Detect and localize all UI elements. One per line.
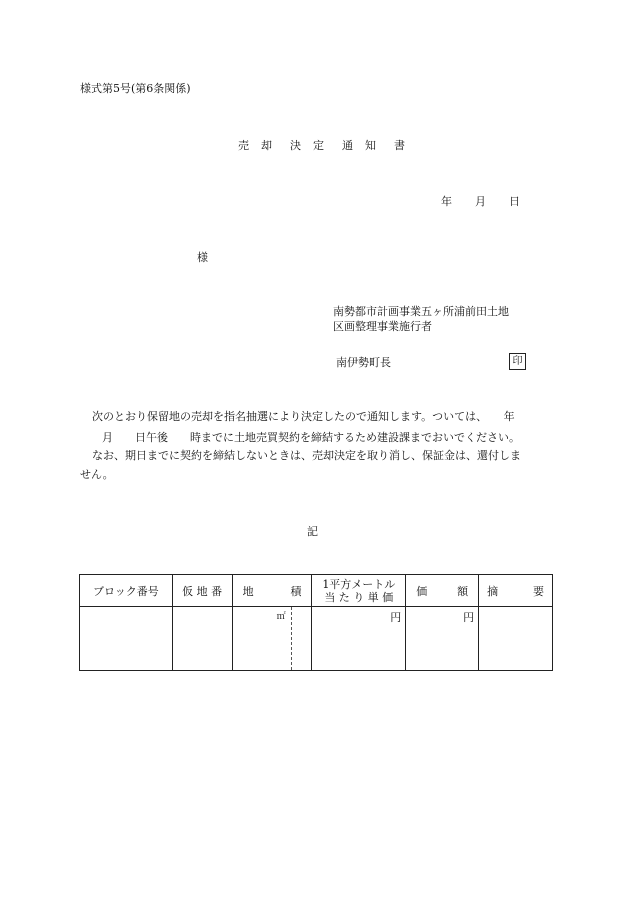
area-divider bbox=[291, 607, 292, 670]
title-char: 書 bbox=[394, 139, 405, 152]
header-note: 摘 要 bbox=[479, 575, 553, 607]
issuer-mayor: 南伊勢町長 bbox=[336, 356, 391, 369]
cell-price[interactable]: 円 bbox=[406, 607, 479, 671]
header-area: 地 積 bbox=[232, 575, 312, 607]
header-kari: 仮 地 番 bbox=[172, 575, 232, 607]
title-char: 決 bbox=[290, 139, 301, 152]
title-char: 定 bbox=[313, 139, 324, 152]
cell-block[interactable] bbox=[80, 607, 173, 671]
body-line-3: なお、期日までに契約を締結しないときは、売却決定を取り消し、保証金は、還付しま bbox=[92, 449, 521, 462]
title-char: 通 bbox=[342, 139, 353, 152]
header-price: 価 額 bbox=[406, 575, 479, 607]
date-line bbox=[441, 193, 520, 209]
title-char: 却 bbox=[261, 139, 272, 152]
detail-table bbox=[79, 574, 553, 671]
header-block: ブロック番号 bbox=[80, 575, 173, 607]
cell-unit-price[interactable]: 円 bbox=[312, 607, 406, 671]
seal-mark: 印 bbox=[509, 353, 526, 370]
body-line-4: せん。 bbox=[80, 468, 114, 481]
body-line-2: 月 日午後 時までに土地売買契約を締結するため建設課までおいでください。 bbox=[80, 431, 520, 444]
form-number: 様式第5号(第6条関係) bbox=[80, 82, 191, 95]
table-header-row bbox=[80, 575, 553, 607]
document-title bbox=[238, 137, 417, 153]
title-char: 知 bbox=[365, 139, 376, 152]
date-month: 月 bbox=[475, 195, 486, 208]
table-row bbox=[80, 607, 553, 671]
recipient-suffix: 様 bbox=[197, 251, 208, 264]
ki-heading: 記 bbox=[307, 525, 318, 538]
issuer-line-2: 区画整理事業施行者 bbox=[333, 320, 432, 333]
area-unit: ㎡ bbox=[276, 612, 286, 622]
date-year: 年 bbox=[441, 195, 452, 208]
cell-note[interactable] bbox=[479, 607, 553, 671]
header-unit-price: 1平方メートル 当 た り 単 価 bbox=[312, 575, 406, 607]
title-char: 売 bbox=[238, 139, 249, 152]
body-line-1: 次のとおり保留地の売却を指名抽選により決定したので通知します。ついては、 年 bbox=[92, 410, 515, 423]
date-day: 日 bbox=[509, 195, 520, 208]
cell-area[interactable] bbox=[232, 607, 312, 671]
issuer-line-1: 南勢都市計画事業五ヶ所浦前田土地 bbox=[333, 305, 509, 318]
cell-kari[interactable] bbox=[172, 607, 232, 671]
